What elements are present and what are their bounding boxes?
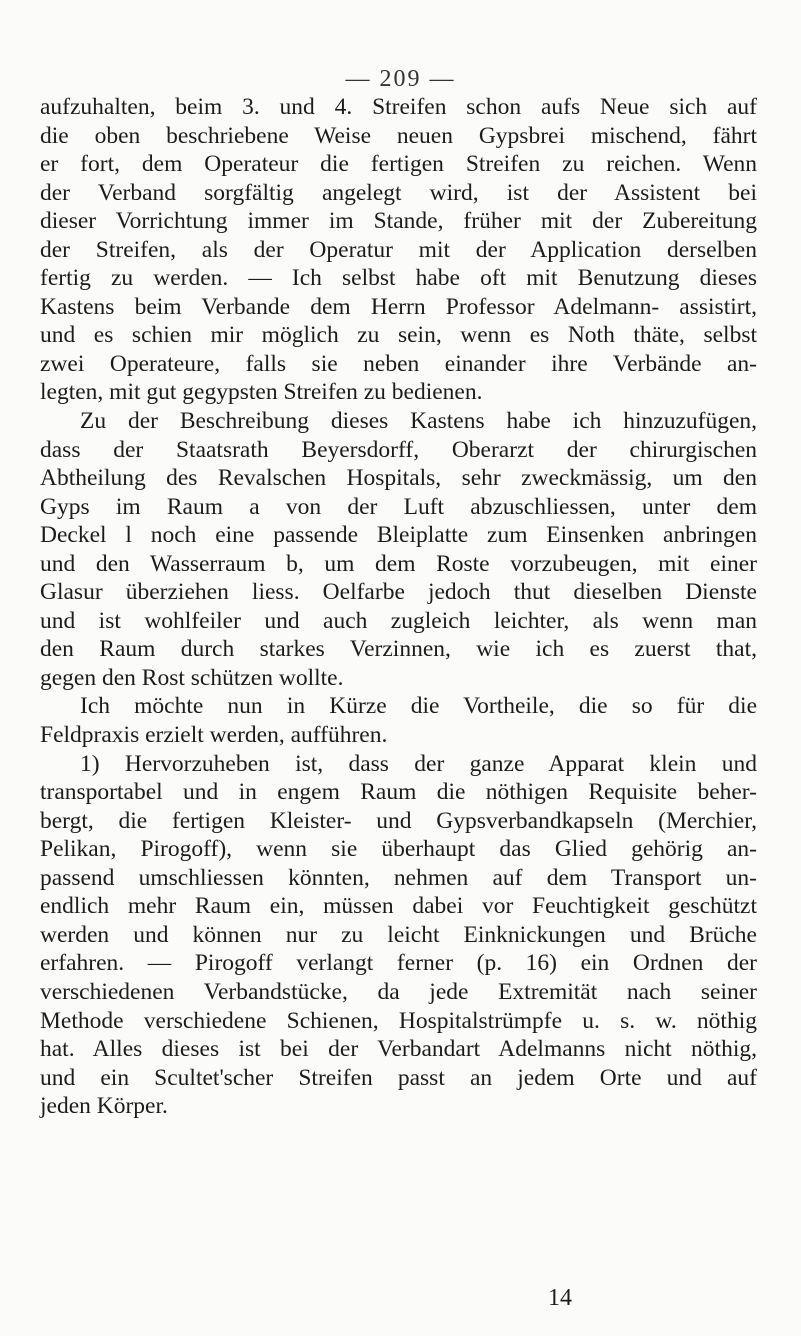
text-line: verschiedenen Verbandstücke, da jede Extremität nach seiner [40, 978, 757, 1005]
text-line: gegen den Rost schützen wollte. [40, 664, 344, 691]
text-line: Gyps im Raum a von der Luft abzuschliessen, unter dem [40, 493, 757, 520]
text-line: zwei Operateure, falls sie neben einander ihre Verbände an- [40, 350, 757, 377]
text-line: den Raum durch starkes Verzinnen, wie ich es zuerst that, [40, 636, 757, 663]
text-line: Feldpraxis erzielt werden, aufführen. [40, 722, 388, 749]
text-line: und es schien mir möglich zu sein, wenn es Noth thäte, selbst [40, 322, 757, 349]
text-line: legten, mit gut gegypsten Streifen zu bedienen. [40, 379, 483, 406]
text-line: und ist wohlfeiler und auch zugleich leichter, als wenn man [40, 607, 757, 634]
text-line: werden und können nur zu leicht Einknickungen und Brüche [40, 921, 757, 948]
text-line: Kastens beim Verbande dem Herrn Professor Adelmann- assistirt, [40, 293, 757, 320]
text-line: fertig zu werden. — Ich selbst habe oft mit Benutzung dieses [40, 265, 757, 292]
text-line: Ich möchte nun in Kürze die Vortheile, die so für die [80, 693, 757, 720]
page-number: — 209 — [345, 66, 456, 92]
text-line: bergt, die fertigen Kleister- und Gypsverbandkapseln (Merchier, [40, 807, 757, 834]
text-line: Methode verschiedene Schienen, Hospitalstrümpfe u. s. w. nöthig [40, 1007, 757, 1034]
text-line: er fort, dem Operateur die fertigen Streifen zu reichen. Wenn [40, 151, 757, 178]
text-line: transportabel und in engem Raum die nöthigen Requisite beher- [40, 779, 757, 806]
text-line: erfahren. — Pirogoff verlangt ferner (p. 16) ein Ordnen der [40, 950, 757, 977]
text-line: und ein Scultet'scher Streifen passt an jedem Orte und auf [40, 1064, 757, 1091]
body-text [40, 93, 757, 1121]
text-line: Glasur überziehen liess. Oelfarbe jedoch thut dieselben Dienste [40, 579, 757, 606]
text-line: Abtheilung des Revalschen Hospitals, sehr zweckmässig, um den [40, 465, 757, 492]
text-line: hat. Alles dieses ist bei der Verbandart Adelmanns nicht nöthig, [40, 1036, 757, 1063]
text-line: der Verband sorgfältig angelegt wird, ist der Assistent bei [40, 179, 757, 206]
text-line: 1) Hervorzuheben ist, dass der ganze Apparat klein und [80, 750, 757, 777]
text-line: jeden Körper. [40, 1093, 168, 1120]
text-line: passend umschliessen könnten, nehmen auf dem Transport un- [40, 864, 757, 891]
text-line: Pelikan, Pirogoff), wenn sie überhaupt das Glied gehörig an- [40, 836, 757, 863]
text-line: dieser Vorrichtung immer im Stande, früher mit der Zubereitung [40, 208, 757, 235]
text-line: und den Wasserraum b, um dem Roste vorzubeugen, mit einer [40, 550, 757, 577]
signature-mark: 14 [548, 1285, 572, 1311]
text-line: endlich mehr Raum ein, müssen dabei vor Feuchtigkeit geschützt [40, 893, 757, 920]
text-line: Zu der Beschreibung dieses Kastens habe ich hinzuzufügen, [80, 408, 757, 435]
text-line: aufzuhalten, beim 3. und 4. Streifen schon aufs Neue sich auf [40, 94, 757, 120]
text-line: die oben beschriebene Weise neuen Gypsbrei mischend, fährt [40, 122, 757, 149]
text-line: der Streifen, als der Operatur mit der Application derselben [40, 236, 757, 263]
text-line: Deckel l noch eine passende Bleiplatte zum Einsenken anbringen [40, 522, 757, 549]
text-line: dass der Staatsrath Beyersdorff, Oberarzt der chirurgischen [40, 436, 757, 463]
